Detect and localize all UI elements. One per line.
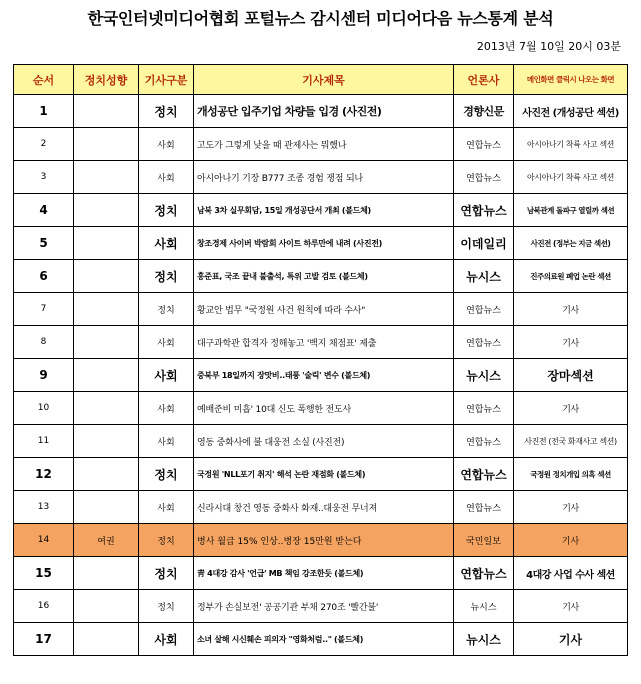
row-article-title: 국정원 'NLL포기 취지' 해석 논란 재점화 (볼드체) xyxy=(194,458,454,491)
row-order: 11 xyxy=(14,425,74,458)
row-main-section: 장마섹션 xyxy=(514,359,628,392)
row-press: 연합뉴스 xyxy=(454,194,514,227)
row-press: 연합뉴스 xyxy=(454,326,514,359)
header-main-section: 메인화면 클릭시 나오는 화면 xyxy=(514,65,628,95)
row-article-title: 홍준표, 국조 끝내 불출석, 특위 고발 검토 (볼드체) xyxy=(194,260,454,293)
row-category: 사회 xyxy=(139,326,194,359)
row-category: 사회 xyxy=(139,359,194,392)
row-category: 사회 xyxy=(139,161,194,194)
table-row xyxy=(14,458,628,491)
row-order: 17 xyxy=(14,623,74,656)
row-article-title: 예배준비 미흡' 10대 신도 폭행한 전도사 xyxy=(194,392,454,425)
row-main-section: 기사 xyxy=(514,524,628,557)
row-press: 연합뉴스 xyxy=(454,458,514,491)
row-category: 사회 xyxy=(139,227,194,260)
table-row xyxy=(14,392,628,425)
row-order: 12 xyxy=(14,458,74,491)
row-main-section: 기사 xyxy=(514,623,628,656)
row-stance: 여권 xyxy=(74,524,139,557)
row-stance xyxy=(74,293,139,326)
row-press: 뉴시스 xyxy=(454,260,514,293)
table-row xyxy=(14,95,628,128)
table-row xyxy=(14,623,628,656)
row-press: 뉴시스 xyxy=(454,590,514,623)
row-main-section: 아시아나기 착륙 사고 섹션 xyxy=(514,128,628,161)
row-category: 사회 xyxy=(139,392,194,425)
table-row xyxy=(14,128,628,161)
report-datetime: 2013년 7월 10일 20시 03분 xyxy=(476,40,621,53)
row-order: 10 xyxy=(14,392,74,425)
row-category: 사회 xyxy=(139,491,194,524)
table-row xyxy=(14,161,628,194)
row-article-title: 영동 중화사에 불 대웅전 소실 (사진전) xyxy=(194,425,454,458)
row-order: 7 xyxy=(14,293,74,326)
row-order: 6 xyxy=(14,260,74,293)
row-category: 정치 xyxy=(139,260,194,293)
table-row xyxy=(14,293,628,326)
table-row xyxy=(14,359,628,392)
row-main-section: 기사 xyxy=(514,293,628,326)
row-stance xyxy=(74,95,139,128)
row-category: 정치 xyxy=(139,95,194,128)
row-main-section: 진주의료원 폐업 논란 섹션 xyxy=(514,260,628,293)
row-article-title: 고도가 그렇게 낮을 때 관제사는 뭐했나 xyxy=(194,128,454,161)
row-article-title: 황교안 법무 "국정원 사건 원칙에 따라 수사" xyxy=(194,293,454,326)
row-main-section: 사진전 (정부는 지금 섹션) xyxy=(514,227,628,260)
row-article-title: 아시아나기 기장 B777 조종 경험 쟁점 되나 xyxy=(194,161,454,194)
row-stance xyxy=(74,128,139,161)
row-main-section: 기사 xyxy=(514,590,628,623)
row-press: 뉴시스 xyxy=(454,623,514,656)
header-stance: 정치성향 xyxy=(74,65,139,95)
row-article-title: 靑 4대강 감사 '언급' MB 책임 강조한듯 (볼드체) xyxy=(194,557,454,590)
row-article-title: 중북부 18일까지 장맛비..태풍 '술릭' 변수 (볼드체) xyxy=(194,359,454,392)
row-article-title: 남북 3차 실무회담, 15일 개성공단서 개최 (볼드체) xyxy=(194,194,454,227)
table-row xyxy=(14,425,628,458)
row-order: 9 xyxy=(14,359,74,392)
row-order: 5 xyxy=(14,227,74,260)
row-press: 연합뉴스 xyxy=(454,557,514,590)
table-row xyxy=(14,227,628,260)
row-category: 정치 xyxy=(139,590,194,623)
row-press: 연합뉴스 xyxy=(454,491,514,524)
header-category: 기사구분 xyxy=(139,65,194,95)
row-order: 14 xyxy=(14,524,74,557)
row-article-title: 정부가 손실보전' 공공기관 부채 270조 '빨간불' xyxy=(194,590,454,623)
row-stance xyxy=(74,359,139,392)
row-stance xyxy=(74,458,139,491)
row-category: 사회 xyxy=(139,425,194,458)
row-category: 정치 xyxy=(139,194,194,227)
row-category: 정치 xyxy=(139,557,194,590)
row-press: 국민일보 xyxy=(454,524,514,557)
table-row xyxy=(14,557,628,590)
row-press: 경향신문 xyxy=(454,95,514,128)
row-press: 뉴시스 xyxy=(454,359,514,392)
table-header-row xyxy=(14,65,628,95)
table-row xyxy=(14,590,628,623)
table-row xyxy=(14,260,628,293)
row-stance xyxy=(74,491,139,524)
row-category: 정치 xyxy=(139,458,194,491)
row-order: 2 xyxy=(14,128,74,161)
row-order: 8 xyxy=(14,326,74,359)
row-main-section: 남북관계 돌파구 열릴까 섹션 xyxy=(514,194,628,227)
table-row xyxy=(14,194,628,227)
row-order: 16 xyxy=(14,590,74,623)
row-main-section: 사진전 (전국 화재사고 섹션) xyxy=(514,425,628,458)
row-press: 연합뉴스 xyxy=(454,128,514,161)
row-category: 사회 xyxy=(139,128,194,161)
row-main-section: 4대강 사업 수사 섹션 xyxy=(514,557,628,590)
row-stance xyxy=(74,425,139,458)
row-main-section: 아시아나기 착륙 사고 섹션 xyxy=(514,161,628,194)
row-press: 연합뉴스 xyxy=(454,425,514,458)
row-stance xyxy=(74,557,139,590)
header-press: 언론사 xyxy=(454,65,514,95)
row-stance xyxy=(74,326,139,359)
row-stance xyxy=(74,590,139,623)
header-order: 순서 xyxy=(14,65,74,95)
row-press: 이데일리 xyxy=(454,227,514,260)
row-stance xyxy=(74,623,139,656)
page-title: 한국인터넷미디어협회 포털뉴스 감시센터 미디어다음 뉴스통계 분석 xyxy=(87,9,554,28)
row-stance xyxy=(74,194,139,227)
table-row xyxy=(14,491,628,524)
row-main-section: 사진전 (개성공단 섹션) xyxy=(514,95,628,128)
row-press: 연합뉴스 xyxy=(454,293,514,326)
row-category: 정치 xyxy=(139,293,194,326)
row-main-section: 기사 xyxy=(514,392,628,425)
row-order: 1 xyxy=(14,95,74,128)
row-article-title: 대구과학관 합격자 정해놓고 '백지 채점표' 제출 xyxy=(194,326,454,359)
row-category: 사회 xyxy=(139,623,194,656)
row-article-title: 신라시대 창건 영동 중화사 화재..대웅전 무너져 xyxy=(194,491,454,524)
row-main-section: 기사 xyxy=(514,491,628,524)
row-article-title: 병사 월급 15% 인상..병장 15만원 받는다 xyxy=(194,524,454,557)
header-article: 기사제목 xyxy=(194,65,454,95)
row-article-title: 소녀 살해 시신훼손 피의자 "영화처럼.." (볼드체) xyxy=(194,623,454,656)
row-category: 정치 xyxy=(139,524,194,557)
table-row-highlighted xyxy=(14,524,628,557)
row-press: 연합뉴스 xyxy=(454,392,514,425)
row-main-section: 국정원 정치개입 의혹 섹션 xyxy=(514,458,628,491)
row-order: 13 xyxy=(14,491,74,524)
row-stance xyxy=(74,260,139,293)
row-stance xyxy=(74,392,139,425)
row-press: 연합뉴스 xyxy=(454,161,514,194)
row-order: 4 xyxy=(14,194,74,227)
row-article-title: 개성공단 입주기업 차량들 입경 (사진전) xyxy=(194,95,454,128)
news-stats-table xyxy=(13,64,628,656)
row-order: 15 xyxy=(14,557,74,590)
table-row xyxy=(14,326,628,359)
row-article-title: 창조경제 사이버 박람회 사이트 하루만에 내려 (사진전) xyxy=(194,227,454,260)
row-stance xyxy=(74,161,139,194)
row-main-section: 기사 xyxy=(514,326,628,359)
row-order: 3 xyxy=(14,161,74,194)
row-stance xyxy=(74,227,139,260)
